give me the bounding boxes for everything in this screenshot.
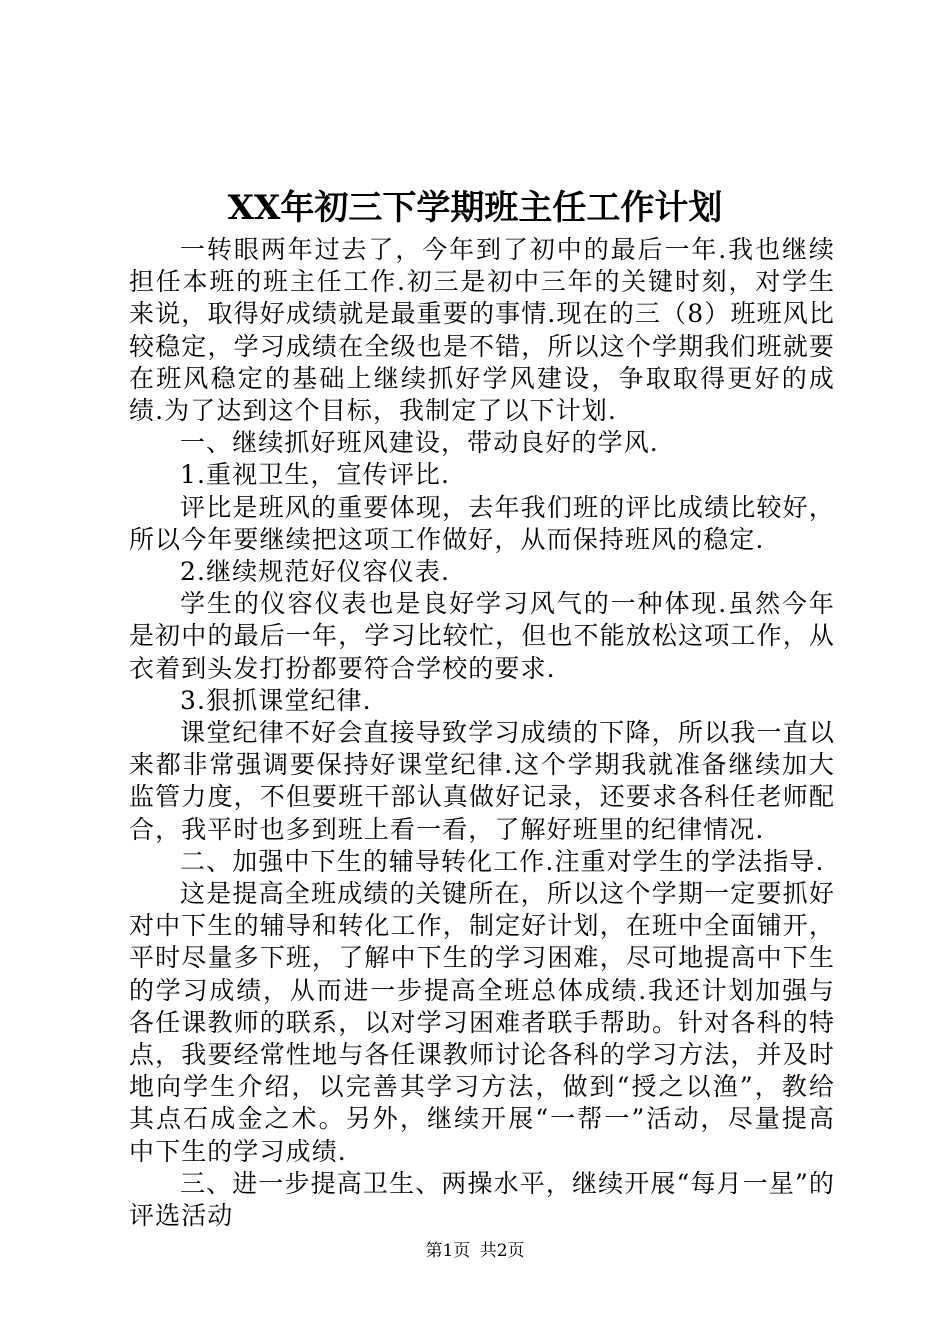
subheading-1-2: 2.继续规范好仪容仪表.: [180, 557, 450, 587]
page-footer: [0, 1240, 950, 1262]
section-heading-1: 一、继续抓好班风建设，带动良好的学风.: [180, 428, 659, 458]
document-title: XX年初三下学期班主任工作计划: [227, 188, 723, 228]
section-heading-3: 三、进一步提高卫生、两操水平，继续开展“每月一星”的评选活动: [129, 1168, 835, 1231]
paragraph-1-3: 课堂纪律不好会直接导致学习成绩的下降，所以我一直以来都非常强调要保持好课堂纪律.这个学期我就准备继续加大监管力度，不但要班干部认真做好记录，还要求各科任老师配合，我平时也多到班上看一看，了解好班里的纪律情况.: [129, 718, 835, 844]
paragraph-intro: 一转眼两年过去了，今年到了初中的最后一年.我也继续担任本班的班主任工作.初三是初中三年的关键时刻，对学生来说，取得好成绩就是最重要的事情.现在的三（8）班班风比较稳定，学习成绩在全级也是不错，所以这个学期我们班就要在班风稳定的基础上继续抓好学风建设，争取取得更好的成绩.为了达到这个目标，我制定了以下计划.: [129, 235, 835, 426]
document-body: [129, 234, 835, 1232]
subheading-1-1: 1.重视卫生，宣传评比.: [180, 460, 450, 490]
section-heading-2: 二、加强中下生的辅导转化工作.注重对学生的学法指导.: [180, 846, 825, 876]
page-number-current: 第1页: [425, 1241, 471, 1261]
paragraph-2: 这是提高全班成绩的关键所在，所以这个学期一定要抓好对中下生的辅导和转化工作，制定好计划，在班中全面铺开，平时尽量多下班，了解中下生的学习困难，尽可地提高中下生的学习成绩，从而进一步提高全班总体成绩.我还计划加强与各任课教师的联系，以对学习困难者联手帮助。针对各科的特点，我要经常性地与各任课教师讨论各科的学习方法，并及时地向学生介绍，以完善其学习方法，做到“授之以渔”，教给其点石成金之术。另外，继续开展“一帮一”活动，尽量提高中下生的学习成绩.: [129, 879, 835, 1166]
page-number-total: 共2页: [479, 1241, 525, 1261]
paragraph-1-1: 评比是班风的重要体现，去年我们班的评比成绩比较好，所以今年要继续把这项工作做好，从而保持班风的稳定.: [129, 492, 835, 554]
paragraph-1-2: 学生的仪容仪表也是良好学习风气的一种体现.虽然今年是初中的最后一年，学习比较忙，但也不能放松这项工作，从衣着到头发打扮都要符合学校的要求.: [129, 589, 835, 683]
subheading-1-3: 3.狠抓课堂纪律.: [180, 685, 372, 715]
